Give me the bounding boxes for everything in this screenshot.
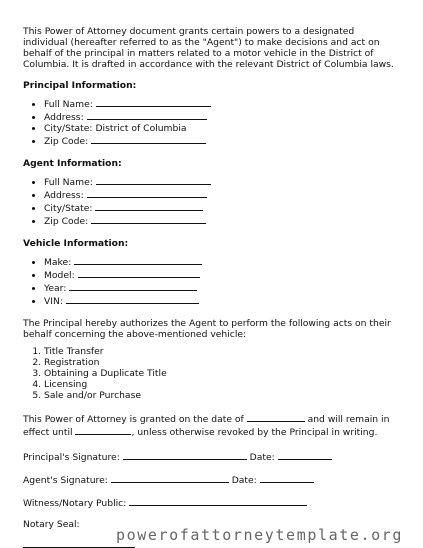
expiry-date-blank[interactable] xyxy=(75,425,131,435)
field-label: Zip Code: xyxy=(44,136,89,147)
field-label: City/State: xyxy=(44,123,93,134)
blank-line[interactable] xyxy=(91,214,206,224)
vehicle-heading: Vehicle Information: xyxy=(23,238,129,249)
field-label: VIN: xyxy=(44,296,63,307)
act-item: 4. Licensing xyxy=(44,379,400,390)
agent-address-field xyxy=(44,188,400,201)
grant-text-middle: and will remain in effect until xyxy=(23,414,390,438)
principal-city-state-field xyxy=(44,123,400,134)
field-label: Year: xyxy=(44,283,67,294)
agent-fields xyxy=(23,175,400,227)
field-label: Make: xyxy=(44,257,72,268)
site-watermark: powerofattorneytemplate.org xyxy=(115,526,403,544)
authorized-acts-list xyxy=(23,346,400,401)
field-label: Address: xyxy=(44,112,84,123)
grant-date-blank[interactable] xyxy=(247,412,305,422)
grant-text-start: This Power of Attorney is granted on the date of xyxy=(23,414,244,425)
authorization-paragraph: The Principal hereby authorizes the Agent to perform the following acts on their behalf concerning the above-mentioned vehicle: xyxy=(23,318,391,340)
field-label: Zip Code: xyxy=(44,216,89,227)
principal-full-name-field xyxy=(44,97,400,110)
agent-signature-line[interactable] xyxy=(111,473,229,483)
blank-line[interactable] xyxy=(74,255,202,265)
blank-line[interactable] xyxy=(66,294,199,304)
vehicle-year-field xyxy=(44,281,400,294)
principal-zip-field xyxy=(44,134,400,147)
agent-zip-field xyxy=(44,214,400,227)
witness-signature-line[interactable] xyxy=(129,496,307,506)
witness-label: Witness/Notary Public: xyxy=(23,498,127,509)
principal-heading: Principal Information: xyxy=(23,80,137,91)
act-item: 2. Registration xyxy=(44,357,400,368)
principal-address-field xyxy=(44,110,400,123)
field-label: Full Name: xyxy=(44,177,93,188)
field-value: District of Columbia xyxy=(95,123,187,134)
principal-signature-label: Principal's Signature: xyxy=(23,452,120,463)
agent-city-state-field xyxy=(44,201,400,214)
field-label: Address: xyxy=(44,190,84,201)
vehicle-model-field xyxy=(44,268,400,281)
blank-line[interactable] xyxy=(78,268,200,278)
principal-date-label: Date: xyxy=(249,452,275,463)
blank-line[interactable] xyxy=(91,134,206,144)
principal-date-line[interactable] xyxy=(278,450,332,460)
act-item: 3. Obtaining a Duplicate Title xyxy=(44,368,400,379)
grant-text-end: , unless otherwise revoked by the Principal in writing. xyxy=(131,427,378,438)
principal-signature-row xyxy=(23,450,400,463)
agent-heading: Agent Information: xyxy=(23,158,122,169)
blank-line[interactable] xyxy=(96,97,211,107)
blank-line[interactable] xyxy=(95,201,203,211)
field-label: Model: xyxy=(44,270,75,281)
vehicle-fields xyxy=(23,255,400,307)
agent-signature-label: Agent's Signature: xyxy=(23,475,108,486)
agent-date-line[interactable] xyxy=(260,473,314,483)
grant-paragraph xyxy=(23,412,400,438)
field-label: City/State: xyxy=(44,203,93,214)
agent-full-name-field xyxy=(44,175,400,188)
agent-signature-row xyxy=(23,473,400,486)
field-label: Full Name: xyxy=(44,99,93,110)
act-item: 5. Sale and/or Purchase xyxy=(44,390,400,401)
act-item: 1. Title Transfer xyxy=(44,346,400,357)
principal-fields xyxy=(23,97,400,147)
agent-date-label: Date: xyxy=(231,475,257,486)
notary-seal-label: Notary Seal: xyxy=(23,519,80,530)
blank-line[interactable] xyxy=(87,188,207,198)
blank-line[interactable] xyxy=(87,110,207,120)
witness-row xyxy=(23,496,400,509)
principal-signature-line[interactable] xyxy=(123,450,247,460)
vehicle-vin-field xyxy=(44,294,400,307)
vehicle-make-field xyxy=(44,255,400,268)
blank-line[interactable] xyxy=(69,281,197,291)
intro-paragraph: This Power of Attorney document grants certain powers to a designated individual (hereafter referred to as the "Agent") to make decisions and act on behalf of the principal in matters related to a motor vehicle in the District of Columbia. It is drafted in accordance with the relevant District of Columbia laws. xyxy=(23,26,394,70)
blank-line[interactable] xyxy=(96,175,211,185)
